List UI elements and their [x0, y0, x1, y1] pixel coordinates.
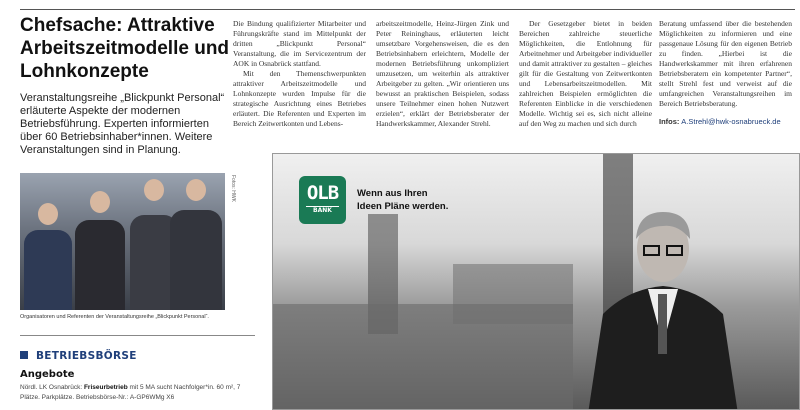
subheading: Angebote	[20, 369, 75, 380]
logo-sub-text: BANK	[306, 206, 339, 215]
top-rule	[20, 9, 795, 10]
businessman-image	[578, 194, 748, 410]
article-title: Chefsache: Attraktive Arbeitszeitmodelle und Lohnkonzepte	[20, 15, 230, 82]
photo-caption: Organisatoren und Referenten der Veranstaltungsreihe „Blickpunkt Personal“.	[20, 314, 209, 320]
listing-details: mit 5 MA sucht Nachfolger*in. 60 m², 7 Plätze. Parkplätze. Betriebsbörse-Nr.: A-GP6WMg X6	[20, 384, 241, 401]
article-column-2	[376, 19, 509, 129]
listing-title: Friseurbetrieb	[83, 384, 128, 391]
article-column-3	[519, 19, 652, 129]
article-column-4	[659, 19, 792, 127]
paragraph: Mit den Themenschwerpunkten attraktiver Arbeitszeitmodelle und Lohnkonzepte wurden Impulse für die strategische Ausrichtung eines Betriebes erläutert. Die Referenten und Experten im Bereich Zeitwertkonten und Lebens-	[233, 69, 366, 128]
slogan-line: Wenn aus Ihren	[357, 188, 428, 199]
listing-item	[20, 383, 260, 403]
slogan-line: Ideen Pläne werden.	[357, 201, 449, 212]
square-bullet-icon	[20, 351, 28, 359]
photo-credit: Fotos: HWK	[230, 175, 236, 202]
logo-main-text: OLB	[306, 182, 339, 204]
infos-line	[659, 117, 792, 127]
advertisement[interactable]	[272, 153, 800, 410]
article-photo	[20, 173, 225, 310]
olb-bank-logo	[299, 176, 346, 224]
infos-label: Infos:	[659, 117, 680, 126]
paragraph: Beratung umfassend über die bestehenden Möglichkeiten zu informieren und eine passgenaue Lösung für den eigenen Betrieb zu finden. „Hierbei ist die Handwerkskammer mit ihren erfahrenen Betriebsberatern ein kompetenter Partner“, stellt Strehl fest und verweist auf die umfangreichen Veranstaltungsreihen im Bereich Betriebsberatung.	[659, 19, 792, 108]
article-column-1	[233, 19, 366, 129]
article-lead: Veranstaltungsreihe „Blickpunkt Personal“ erläuterte Aspekte der modernen Betriebsführung. Experten informierten über 60 Betriebsinhaber*innen. Weitere Veranstaltungen sind in Planung.	[20, 92, 225, 156]
section-heading	[20, 350, 137, 362]
infos-email-link[interactable]: A.Strehl@hwk-osnabrueck.de	[681, 117, 781, 126]
paragraph: Die Bindung qualifizierter Mitarbeiter und Führungskräfte stand im Mittelpunkt der dritten „Blickpunkt Personal“ Veranstaltung, die im Servicezentrum der AOK in Osnabrück stattfand.	[233, 19, 366, 68]
section-rule	[20, 335, 255, 336]
listing-location: Nördl. LK Osnabrück:	[20, 384, 84, 391]
paragraph: arbeitszeitmodelle, Heinz-Jürgen Zink und Peter Reininghaus, erläuterten leicht umsetzbare Vorgehensweisen, die es den Betriebsinhabern erleichtern, Modelle der modernen Betriebsführung unkompliziert umzusetzen, um weiterhin als attraktiver Arbeitgeber zu gelten. „Wir orientieren uns bewusst an praktischen Beispielen, sodass unsere Teilnehmer einen hohen Nutzwert erzielen“, erklärt der Betriebsberater der Handwerkskammer, Alexander Strehl.	[376, 19, 509, 128]
section-heading-text: BETRIEBSBÖRSE	[36, 350, 137, 362]
ad-slogan	[357, 187, 448, 213]
paragraph: Der Gesetzgeber bietet in beiden Bereichen zahlreiche steuerliche Möglichkeiten, die Entlohnung für Arbeitnehmer und Arbeitgeber individueller und damit attraktiver zu gestalten – gleiches gilt für die Gestaltung von Zeitwertkonten und Lebensarbeitszeitmodellen. Mit zahlreichen Beispielen ermöglichten die Referenten Einblicke in die verschiedenen Modelle. Wichtig sei es, sich nicht alleine auf den Weg zu machen und sich durch	[519, 19, 652, 128]
